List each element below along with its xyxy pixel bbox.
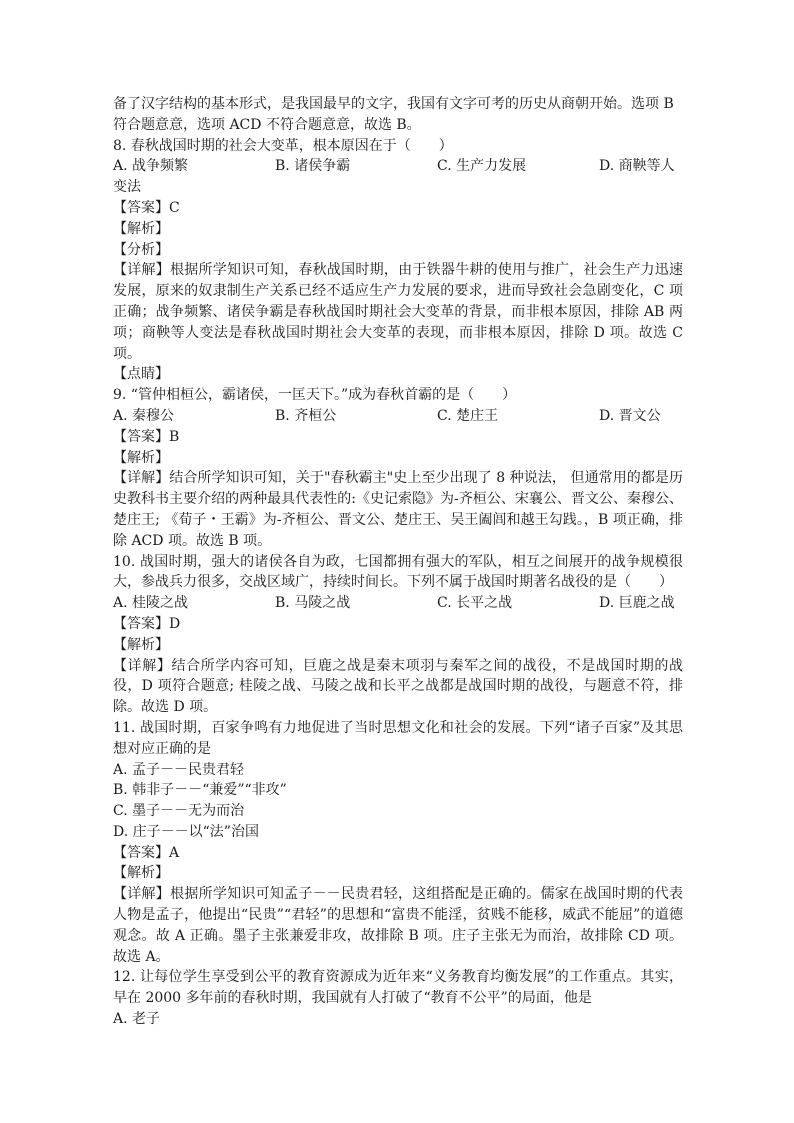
q10-answer: 【答案】D bbox=[113, 615, 181, 632]
q8-option-c: C. 生产力发展 bbox=[437, 158, 527, 175]
q10-option-d: D. 巨鹿之战 bbox=[599, 595, 675, 612]
document-body bbox=[113, 94, 683, 1030]
q10-option-a: A. 桂陵之战 bbox=[113, 595, 189, 612]
q11-stem: 11. 战国时期，百家争鸣有力地促进了当时思想文化和社会的发展。下列“诸子百家”及其思想对应正确的是 bbox=[113, 719, 683, 757]
q8-answer: 【答案】C bbox=[113, 199, 180, 216]
q8-analysis-label: 【解析】 bbox=[113, 220, 169, 237]
q9-option-d: D. 晋文公 bbox=[599, 407, 661, 424]
q11-option-c: C. 墨子－－无为而治 bbox=[113, 803, 245, 820]
q9-option-a: A. 秦穆公 bbox=[113, 407, 175, 424]
q8-option-b: B. 诸侯争霸 bbox=[275, 158, 351, 175]
q8-options bbox=[113, 156, 683, 177]
q8-option-d-overflow: 变法 bbox=[113, 179, 141, 196]
q8-fenxi-label: 【分析】 bbox=[113, 241, 169, 258]
q8-detail: 【详解】根据所学知识可知，春秋战国时期，由于铁器牛耕的使用与推广，社会生产力迅速发展，原来的奴隶制生产关系已经不适应生产力发展的要求，进而导致社会急剧变化，C 项正确；战争频繁、诸侯争霸是春秋战国时期社会大变革的背景，而非根本原因，排除 AB 两项；商鞅等人变法是春秋战国时期社会大变革的表现，而非根本原因，排除 D 项。故选 C 项。 bbox=[113, 262, 683, 362]
q9-analysis-label: 【解析】 bbox=[113, 449, 169, 466]
q9-answer: 【答案】B bbox=[113, 428, 180, 445]
q11-detail: 【详解】根据所学知识可知孟子－－民贵君轻，这组搭配是正确的。儒家在战国时期的代表人物是孟子，他提出“民贵”“君轻”的思想和“富贵不能淫，贫贱不能移，威武不能屈”的道德观念。故 A 正确。墨子主张兼爱非攻，故排除 B 项。庄子主张无为而治，故排除 CD 项。故选 A。 bbox=[113, 886, 683, 965]
q10-option-c: C. 长平之战 bbox=[437, 595, 513, 612]
q11-option-b: B. 韩非子－－“兼爱”“非攻” bbox=[113, 782, 287, 799]
q9-option-b: B. 齐桓公 bbox=[275, 407, 337, 424]
q8-option-a: A. 战争频繁 bbox=[113, 158, 189, 175]
q11-answer: 【答案】A bbox=[113, 844, 180, 861]
q10-detail: 【详解】结合所学内容可知，巨鹿之战是秦末项羽与秦军之间的战役，不是战国时期的战役，D 项符合题意; 桂陵之战、马陵之战和长平之战都是战国时期的战役，与题意不符，排除。故选 D 项。 bbox=[113, 657, 683, 716]
q10-option-b: B. 马陵之战 bbox=[275, 595, 351, 612]
q10-stem: 10. 战国时期，强大的诸侯各自为政，七国都拥有强大的军队，相互之间展开的战争规模很大，参战兵力很多，交战区域广，持续时间长。下列不属于战国时期著名战役的是（ ） bbox=[113, 553, 683, 591]
q12-option-a: A. 老子 bbox=[113, 1011, 161, 1028]
q9-options bbox=[113, 406, 683, 427]
q8-option-d: D. 商鞅等人 bbox=[599, 158, 675, 175]
q8-stem: 8. 春秋战国时期的社会大变革，根本原因在于（ ） bbox=[113, 137, 453, 154]
q10-analysis-label: 【解析】 bbox=[113, 636, 169, 653]
q9-stem: 9. “管仲相桓公，霸诸侯，一匡天下。”成为春秋首霸的是（ ） bbox=[113, 387, 517, 404]
q9-option-c: C. 楚庄王 bbox=[437, 407, 499, 424]
intro-line-1: 备了汉字结构的基本形式，是我国最早的文字，我国有文字可考的历史从商朝开始。选项 B bbox=[113, 96, 674, 112]
q10-options bbox=[113, 593, 683, 614]
q11-option-d: D. 庄子－－以“法”治国 bbox=[113, 823, 259, 840]
intro-line-2: 符合题意意，选项 ACD 不符合题意意，故选 B。 bbox=[113, 116, 421, 133]
q12-stem: 12. 让每位学生享受到公平的教育资源成为近年来“义务教育均衡发展”的工作重点。其实，早在 2000 多年前的春秋时期，我国就有人打破了“教育不公平”的局面，他是 bbox=[113, 969, 683, 1007]
q11-analysis-label: 【解析】 bbox=[113, 865, 169, 882]
q8-dianjing-label: 【点睛】 bbox=[113, 366, 169, 383]
q11-option-a: A. 孟子－－民贵君轻 bbox=[113, 761, 245, 778]
q9-detail: 【详解】结合所学知识可知，关于"春秋霸主"史上至少出现了 8 种说法， 但通常用的都是历史教科书主要介绍的两种最具代表性的:《史记索隐》为-齐桓公、宋襄公、晋文公、秦穆公、楚庄王; 《荀子・王霸》为-齐桓公、晋文公、楚庄王、吴王阖闾和越王勾践。，B 项正确，排除 ACD 项。故选 B 项。 bbox=[113, 470, 683, 549]
